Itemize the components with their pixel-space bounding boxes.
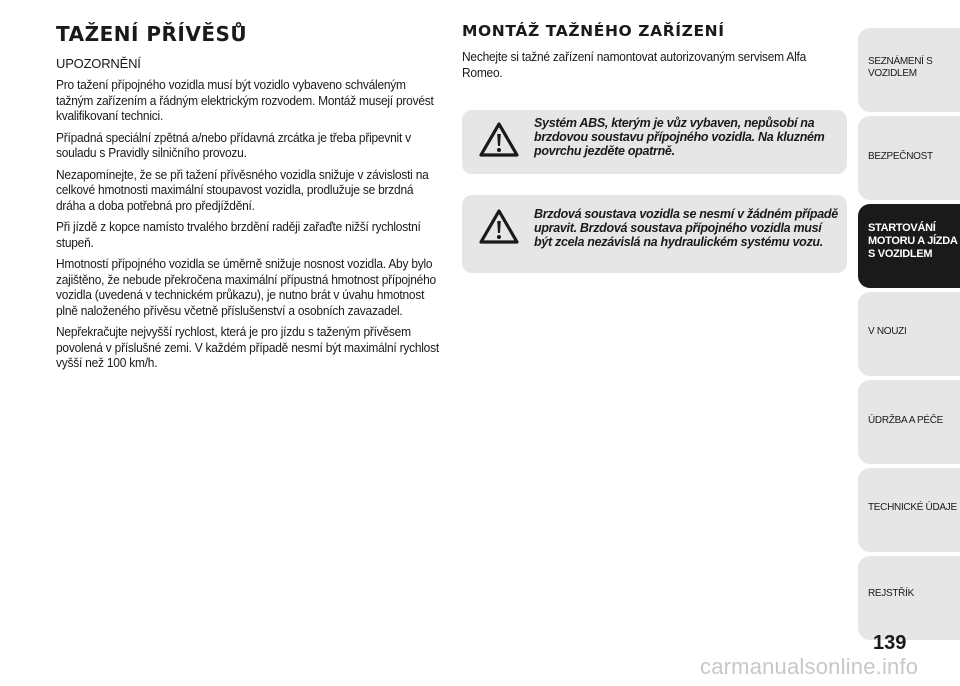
paragraph: Případná speciální zpětná a/nebo přídavná zrcátka je třeba připevnit v souladu s Pravidly silničního provozu. — [56, 129, 411, 160]
warning-label: UPOZORNĚNÍ — [56, 56, 141, 71]
warning-box-abs — [462, 110, 847, 174]
warning-triangle-icon — [479, 209, 519, 245]
warning-text: Systém ABS, kterým je vůz vybaven, nepůsobí na brzdovou soustavu přípojného vozidla. Na kluzném povrchu jezděte opatrně. — [534, 116, 825, 158]
section-title-hitch-install: MONTÁŽ TAŽNÉHO ZAŘÍZENÍ — [462, 22, 725, 40]
paragraph: Nepřekračujte nejvyšší rychlost, která je pro jízdu s taženým přívěsem povolená v příslušné zemi. V každém případě nesmí být maximální rychlost vyšší než 100 km/h. — [56, 324, 439, 370]
tab-label: BEZPEČNOST — [868, 151, 933, 162]
tab-introduction[interactable] — [858, 28, 960, 112]
tab-label: ÚDRŽBA A PÉČE — [868, 415, 944, 426]
left-column — [56, 22, 441, 377]
tab-label: STARTOVÁNÍ MOTORU A JÍZDA S VOZIDLEM — [868, 222, 958, 260]
tab-safety[interactable] — [858, 116, 960, 200]
tab-index[interactable] — [858, 556, 960, 640]
tab-maintenance[interactable] — [858, 380, 960, 464]
tab-label: TECHNICKÉ ÚDAJE — [868, 502, 957, 513]
paragraph: Při jízdě z kopce namísto trvalého brzdění raději zařaďte nižší rychlostní stupeň. — [56, 219, 421, 250]
tab-label: V NOUZI — [868, 326, 907, 337]
page-number: 139 — [873, 632, 907, 654]
watermark: carmanualsonline.info — [700, 654, 919, 679]
tab-label: REJSTŘÍK — [868, 588, 914, 599]
tab-emergency[interactable] — [858, 292, 960, 376]
paragraph: Nezapomínejte, že se při tažení přívěsného vozidla snižuje v závislosti na celkové hmotnosti maximální stoupavost vozidla, prodlužuje se brzdná dráha a doba potřebná pro předjíždění. — [56, 166, 429, 213]
warning-text: Brzdová soustava vozidla se nesmí v žádném případě upravit. Brzdová soustava přípojného vozidla musí být zcela nezávislá na hydraulickém systému vozu. — [534, 207, 838, 249]
right-column — [462, 22, 847, 80]
warning-box-brakes — [462, 195, 847, 273]
paragraph: Hmotností přípojného vozidla se úměrně snižuje nosnost vozidla. Aby bylo zajištěno, že nebude překročena maximální přípustná hmotnost přípojného vozidla (uvedená v technickém průkazu), je nutno brát v úvahu hmotnost plně naloženého přívěsu včetně příslušenství a osobních zavazadel. — [56, 256, 436, 318]
warning-triangle-icon — [479, 122, 519, 158]
section-title-towing: TAŽENÍ PŘÍVĚSŮ — [56, 22, 248, 46]
tab-technical-data[interactable] — [858, 468, 960, 552]
paragraph: Pro tažení přípojného vozidla musí být vozidlo vybaveno schváleným tažným zařízením a řádným elektrickým rozvodem. Montáž musejí provést kvalifikovaní technici. — [56, 77, 434, 123]
intro-paragraph: Nechejte si tažné zařízení namontovat autorizovaným servisem Alfa Romeo. — [462, 49, 807, 80]
tab-starting-driving[interactable] — [858, 204, 960, 288]
tab-label: SEZNÁMENÍ S VOZIDLEM — [868, 56, 933, 79]
